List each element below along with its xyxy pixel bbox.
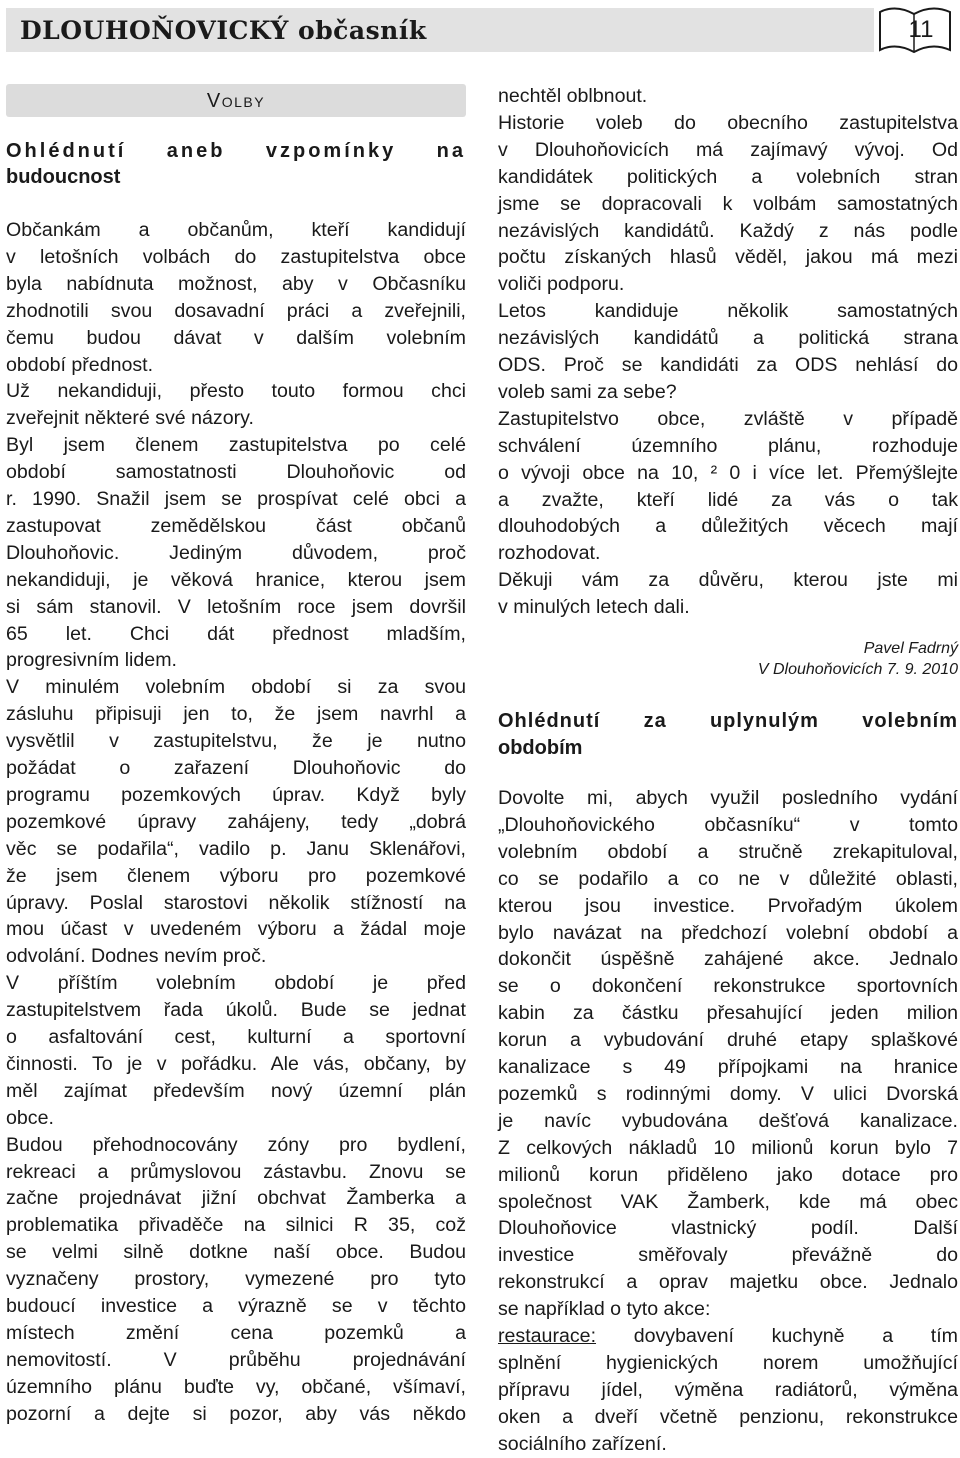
article-heading-1-cont: budoucnost [6,166,121,188]
paragraph-line: milionů korun přiděleno jako dotace pro [498,1163,958,1186]
signature-name: Pavel Fadrný [863,640,958,657]
paragraph-line: nechtěl oblbnout. [498,85,648,107]
section-label: Volby [206,90,266,112]
paragraph-line: že jsem členem výboru pro pozemkové [6,864,466,887]
paragraph-line: období samostatnosti Dlouhoňovic od [6,461,466,484]
signature-place-date: V Dlouhoňovicích 7. 9. 2010 [757,661,958,678]
paragraph-line: kterou jsou investice. Prvořadým úkolem [498,894,958,917]
paragraph-line: Děkuji vám za důvěru, kterou jste mi [498,569,958,592]
paragraph-line: je navíc vybudována dešťová kanalizace. [498,1109,958,1132]
paragraph-line: obce. [6,1106,54,1129]
paragraph-line: V příštím volebním období je před [6,972,466,995]
paragraph-line: dlouhodobých a důležitých věcech mají [498,515,958,538]
paragraph-line: Budou přehodnocovány zóny pro bydlení, [6,1133,466,1156]
masthead-title: DLOUHOŇOVICKÝ občasník [20,16,427,45]
paragraph-line: pozemkové úpravy zahájeny, tedy „dobrá [6,810,466,833]
paragraph-line: rozhodovat. [498,542,601,565]
paragraph-line: vyznačeny prostory, vymezené pro tyto [6,1268,466,1291]
paragraph-line: územního plánu buďte vy, občané, všímaví, [6,1375,466,1398]
paragraph-line: oken a dveří včetně penzionu, rekonstrukce [498,1405,958,1428]
paragraph-line: měl zajímat především nový územní plán [6,1079,466,1102]
paragraph-line: kandidátek politických a volebních stran [498,165,958,188]
paragraph-line: V minulém volebním období si za svou [6,676,466,699]
paragraph-line: r. 1990. Snažil jsem se prospívat celé obci a [6,488,466,510]
paragraph-line: co se podařilo a co ne v důležité oblasti, [498,867,958,890]
paragraph-line: programu pozemkových úprav. Když byly [6,783,466,806]
paragraph-line: schválení územního plánu, rozhoduje [498,434,958,457]
paragraph-line: zhodnotili svou dosavadní práci a zveřejnili, [6,299,466,322]
paragraph-line: odvolání. Dodnes nevím proč. [6,945,267,968]
paragraph-line: vysvětlil v zastupitelstvu, že je nutno [6,730,466,753]
paragraph-line: „Dlouhoňovického občasníku“ v tomto [498,813,958,836]
paragraph-line: se o dokončení rekonstrukce sportovních [498,975,958,998]
masthead-bar [6,8,874,52]
paragraph-line: činnosti. To je v pořádku. Ale vás, občany, by [6,1052,466,1075]
paragraph-line: bylo navázat na předchozí volební období a [498,921,958,944]
paragraph-line: začne projednávat jižní obchvat Žamberka a [6,1187,466,1210]
paragraph-line: Historie voleb do obecního zastupitelstva [498,111,958,134]
paragraph-line: Letos kandiduje několik samostatných [498,300,958,323]
paragraph-line: počtu získaných hlasů věděl, jakou má mezi [498,246,958,269]
paragraph-line: zveřejnit některé své názory. [6,407,254,430]
paragraph-line: přípravu jídel, výměna radiátorů, výměna [498,1378,958,1401]
paragraph-line: korun a vybudování druhé etapy splaškové [498,1029,958,1052]
paragraph-line: zastupovat zemědělskou část občanů [6,514,466,537]
paragraph-line: Dovolte mi, abych využil posledního vydání [498,787,958,809]
article-heading-2: Ohlédnutí za uplynulým volebním [498,710,958,732]
paragraph-line: místech změní cena pozemků a [6,1321,466,1344]
paragraph-line: v minulých letech dali. [498,596,690,619]
paragraph-line: voliči podporu. [498,273,625,296]
paragraph-line: věc se podařila“, vadilo p. Janu Sklenářovi, [6,837,466,860]
paragraph-line: Byl jsem členem zastupitelstva po celé [6,434,466,457]
paragraph-line: požádat o zařazení Dlouhoňovic do [6,757,466,779]
paragraph-line: úpravy. Poslal starostovi několik stížností na [6,891,466,914]
paragraph-line: Dlouhoňovic. Jediným důvodem, proč [6,541,466,564]
restaurace-text: dovybavení kuchyně a tím [596,1325,958,1347]
paragraph-line: kabin za částku přesahující jeden milion [498,1002,958,1025]
paragraph-line: Už nekandiduji, přesto touto formou chci [6,380,466,403]
paragraph-line: splnění hygienických norem umožňující [498,1352,958,1374]
paragraph-line: Občankám a občanům, kteří kandidují [6,219,466,241]
paragraph-line: čemu budou dávat v dalším volebním [6,326,466,349]
paragraph-line: voleb sami za sebe? [498,380,677,403]
paragraph-line: kanalizace s 49 přípojkami na hranice [498,1056,958,1078]
paragraph-line: pozorní a dejte si pozor, aby vás někdo [6,1402,466,1425]
paragraph-line: se velmi silně dotkne naší obce. Budou [6,1241,466,1264]
paragraph-line: a zvažte, kteří lidé za vás o tak [498,488,958,511]
paragraph-line: volebním období a stručně zrekapituloval, [498,840,958,863]
paragraph-line: o vývoji obce na 10, ² 0 i více let. Přemýšlejte [498,461,958,484]
page-number: 11 [908,16,934,43]
restaurace-label: restaurace: [498,1325,597,1347]
article-heading-2-cont: obdobím [498,737,583,759]
paragraph-line: budoucí investice a výrazně se v těchto [6,1295,466,1317]
paragraph-line [498,1323,958,1350]
paragraph-line: byla nabídnuta možnost, aby v Občasníku [6,272,466,295]
paragraph-line: dokončit úspěšně zahájené akce. Jednalo [498,948,958,971]
paragraph-line: si sám stanovil. V letošním roce jsem dovršil [6,595,466,618]
paragraph-line: sociálního zařízení. [498,1432,667,1455]
article-heading-1: Ohlédnutí aneb vzpomínky na [6,140,466,162]
paragraph-line: období přednost. [6,353,154,376]
paragraph-line: rekreaci a průmyslovou zástavbu. Znovu se [6,1160,466,1183]
paragraph-line: se například o tyto akce: [498,1298,711,1321]
paragraph-line: o asfaltování cest, kulturní a sportovní [6,1026,466,1048]
paragraph-line: Dlouhoňovice vlastnický podíl. Další [498,1217,958,1240]
paragraph-line: nezávislých kandidátů a politická strana [498,327,958,350]
paragraph-line: Z celkových nákladů 10 milionů korun bylo 7 [498,1136,958,1159]
paragraph-line: nekandiduji, je věková hranice, kterou jsem [6,568,466,591]
paragraph-line: problematika přivaděče na silnici R 35, což [6,1214,466,1237]
paragraph-line: nezávislých kandidátů. Každý z nás podle [498,219,958,242]
paragraph-line: v letošních volbách do zastupitelstva obce [6,245,466,268]
paragraph-line: jsme se dopracovali k volbám samostatných [498,192,958,215]
paragraph-line: progresivním lidem. [6,649,177,672]
paragraph-line: investice směřovaly převážně do [498,1244,958,1267]
paragraph-line: společnost VAK Žamberk, kde má obec [498,1190,958,1213]
paragraph-line: zastupitelstvem řada úkolů. Bude se jednat [6,999,466,1022]
paragraph-line: ODS. Proč se kandidáti za ODS nehlásí do [498,354,958,376]
paragraph-line: mou účast v uvedeném výboru a žádal moje [6,918,466,941]
paragraph-line: zásluhu připisuji jen to, že jsem navrhl a [6,703,466,726]
paragraph-line: pozemků s rodinnými domy. V ulici Dvorská [498,1082,958,1105]
paragraph-line: rekonstrukcí a oprav majetku obce. Jednalo [498,1271,958,1294]
paragraph-line: 65 let. Chci dát přednost mladším, [6,622,466,645]
paragraph-line: nemovitostí. V průběhu projednávání [6,1348,466,1371]
paragraph-line: Zastupitelstvo obce, zvláště v případě [498,407,958,430]
paragraph-line: v Dlouhoňovicích má zajímavý vývoj. Od [498,138,958,161]
section-bar [6,84,466,117]
